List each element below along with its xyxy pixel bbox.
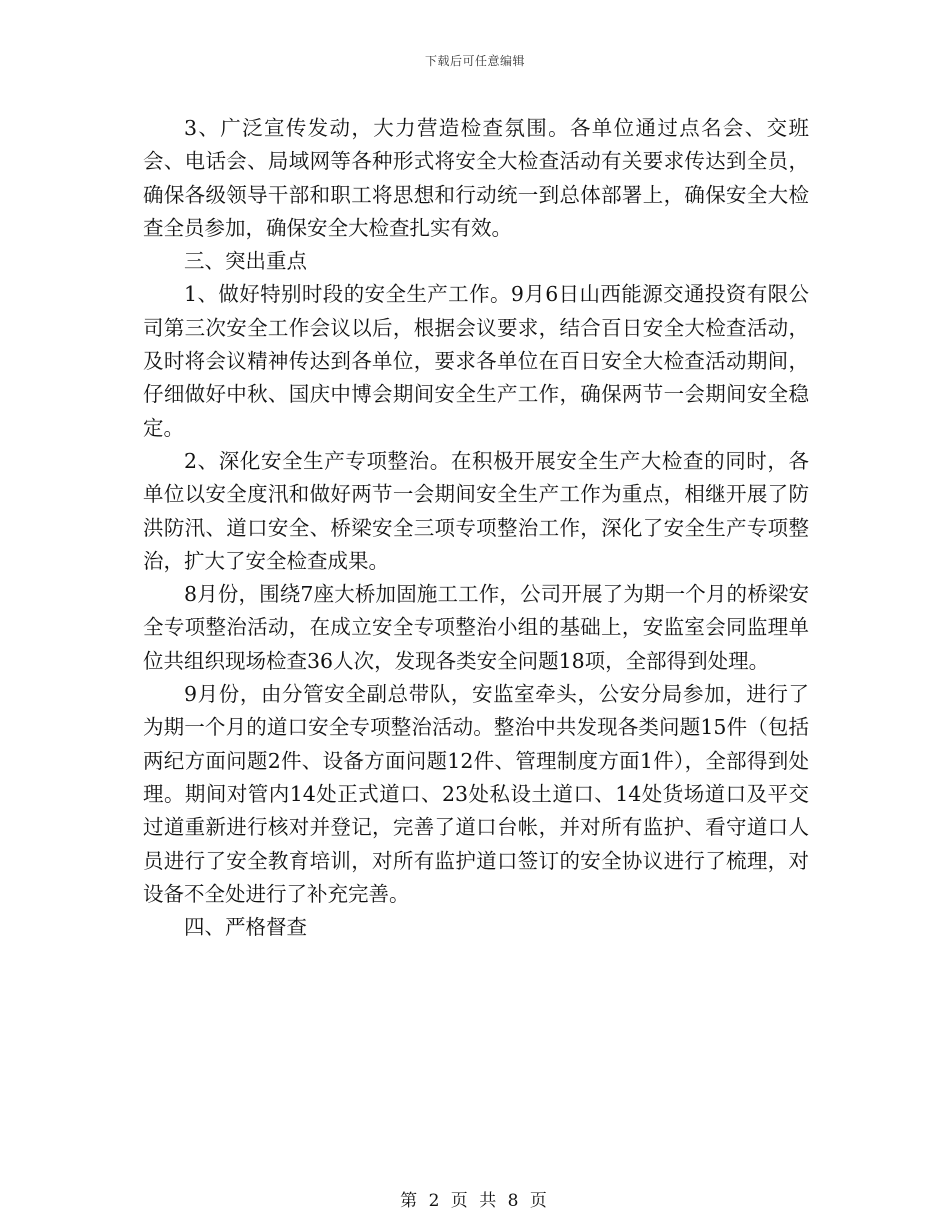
section-heading: 四、严格督查 [184, 915, 307, 940]
paragraph: 8月份，围绕7座大桥加固施工工作，公司开展了为期一个月的桥梁安全专项整治活动，在成立安全专项整治小组的基础上，安监室会同监理单位共组织现场检查36人次，发现各类安全问题18项，全部得到处理。 [143, 582, 809, 673]
document-body [143, 112, 809, 944]
header-note: 下载后可任意编辑 [424, 54, 525, 68]
page-number: 第 2 页 共 8 页 [400, 1191, 550, 1211]
paragraph: 3、广泛宣传发动，大力营造检查氛围。各单位通过点名会、交班会、电话会、局域网等各种形式将安全大检查活动有关要求传达到全员，确保各级领导干部和职工将思想和行动统一到总体部署上，确保安全大检查全员参加，确保安全大检查扎实有效。 [143, 116, 809, 240]
section-heading: 三、突出重点 [184, 249, 307, 274]
paragraph: 9月份，由分管安全副总带队，安监室牵头，公安分局参加，进行了为期一个月的道口安全专项整治活动。整治中共发现各类问题15件（包括两纪方面问题2件、设备方面问题12件、管理制度方面1件），全部得到处理。期间对管内14处正式道口、23处私设土道口、14处货场道口及平交过道重新进行核对并登记，完善了道口台帐，并对所有监护、看守道口人员进行了安全教育培训，对所有监护道口签订的安全协议进行了梳理，对设备不全处进行了补充完善。 [143, 682, 809, 906]
paragraph: 1、做好特别时段的安全生产工作。9月6日山西能源交通投资有限公司第三次安全工作会议以后，根据会议要求，结合百日安全大检查活动，及时将会议精神传达到各单位，要求各单位在百日安全大检查活动期间，仔细做好中秋、国庆中博会期间安全生产工作，确保两节一会期间安全稳定。 [143, 282, 809, 440]
paragraph: 2、深化安全生产专项整治。在积极开展安全生产大检查的同时，各单位以安全度汛和做好两节一会期间安全生产工作为重点，相继开展了防洪防汛、道口安全、桥梁安全三项专项整治工作，深化了安全生产专项整治，扩大了安全检查成果。 [143, 448, 809, 573]
